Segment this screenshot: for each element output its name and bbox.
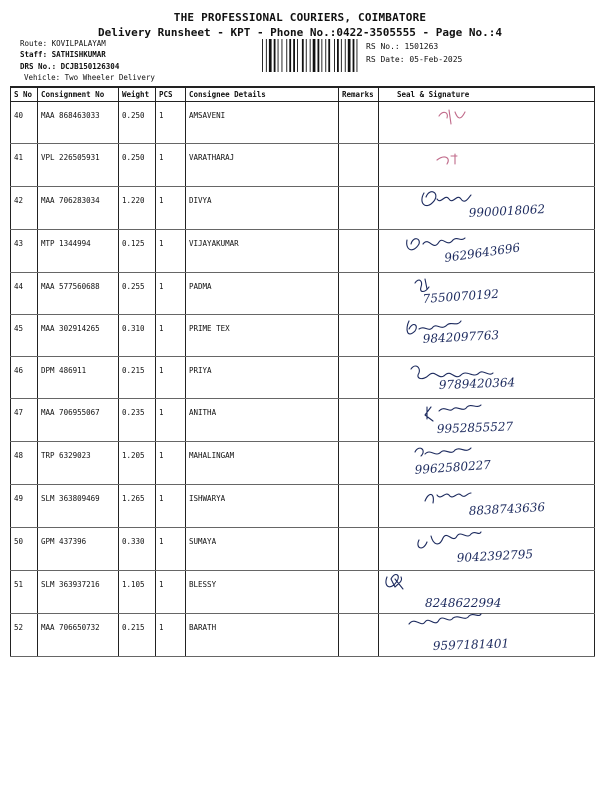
drs-text: DRS No.: DCJB150126304 [20, 62, 120, 71]
table-row [11, 187, 595, 230]
signature-scribble [379, 230, 595, 272]
row-sno: 52 [11, 614, 38, 657]
signature-phone-number: 8248622994 [425, 596, 502, 610]
table-row [11, 230, 595, 273]
signature-scribble [379, 485, 595, 527]
row-weight: 0.250 [119, 144, 156, 187]
row-signature [379, 273, 595, 315]
signature-phone-number: 9900018062 [468, 202, 546, 220]
table-row [11, 528, 595, 571]
runsheet-table [10, 86, 595, 657]
rs-date: RS Date: 05-Feb-2025 [366, 55, 463, 64]
signature-stroke [425, 493, 471, 503]
row-consignee: VARATHARAJ [186, 144, 339, 187]
col-header-signature: Seal & Signature [379, 87, 595, 102]
row-weight: 1.205 [119, 442, 156, 485]
table-row [11, 273, 595, 315]
row-pcs: 1 [156, 485, 186, 528]
signature-stroke [415, 448, 471, 456]
row-pcs: 1 [156, 357, 186, 399]
row-consignment-no: MAA 302914265 [38, 315, 119, 357]
signature-stroke [437, 154, 457, 164]
signature-scribble [379, 357, 595, 397]
row-sno: 42 [11, 187, 38, 230]
row-pcs: 1 [156, 187, 186, 230]
signature-scribble [379, 102, 595, 142]
row-remarks [339, 357, 379, 399]
row-consignment-no: VPL 226505931 [38, 144, 119, 187]
signature-phone-number: 8838743636 [468, 500, 546, 518]
table-row [11, 614, 595, 657]
signature-stroke [415, 279, 429, 292]
signature-phone-number: 9962580227 [414, 457, 492, 477]
row-signature [379, 315, 595, 357]
row-remarks [339, 571, 379, 614]
row-consignment-no: MAA 706650732 [38, 614, 119, 657]
col-header-consignee: Consignee Details [186, 87, 339, 102]
route-text: Route: KOVILPALAYAM [20, 39, 106, 48]
staff-text: Staff: SATHISHKUMAR [20, 50, 106, 59]
row-weight: 1.220 [119, 187, 156, 230]
signature-stroke [418, 532, 481, 548]
row-signature [379, 102, 595, 144]
signature-scribble [379, 399, 595, 441]
row-consignee: MAHALINGAM [186, 442, 339, 485]
row-remarks [339, 485, 379, 528]
row-signature [379, 187, 595, 230]
row-signature [379, 357, 595, 399]
row-pcs: 1 [156, 144, 186, 187]
row-sno: 50 [11, 528, 38, 571]
row-consignee: PADMA [186, 273, 339, 315]
row-weight: 0.330 [119, 528, 156, 571]
signature-phone-number: 9789420364 [438, 375, 516, 392]
signature-phone-number: 7550070192 [422, 286, 500, 306]
row-consignment-no: MAA 706955067 [38, 399, 119, 442]
table-row [11, 485, 595, 528]
company-title: THE PROFESSIONAL COURIERS, COIMBATORE [173, 11, 427, 24]
signature-phone-number: 9597181401 [432, 636, 510, 653]
row-sno: 46 [11, 357, 38, 399]
signature-scribble [379, 528, 595, 570]
row-pcs: 1 [156, 230, 186, 273]
row-consignee: ISHWARYA [186, 485, 339, 528]
row-weight: 0.235 [119, 399, 156, 442]
signature-scribble [379, 315, 595, 355]
row-sno: 40 [11, 102, 38, 144]
signature-scribble [379, 273, 595, 313]
row-sno: 47 [11, 399, 38, 442]
signature-phone-number: 9952855527 [436, 419, 514, 436]
row-consignment-no: MAA 868463033 [38, 102, 119, 144]
runsheet-subtitle: Delivery Runsheet - KPT - Phone No.:0422-3505555 - Page No.:4 [98, 26, 502, 39]
row-weight: 0.310 [119, 315, 156, 357]
table-row [11, 144, 595, 187]
row-consignment-no: MAA 706283034 [38, 187, 119, 230]
row-pcs: 1 [156, 315, 186, 357]
barcode-image [262, 39, 358, 72]
row-weight: 1.265 [119, 485, 156, 528]
signature-phone-number: 9842097763 [422, 328, 500, 346]
row-consignment-no: SLM 363809469 [38, 485, 119, 528]
row-consignee: ANITHA [186, 399, 339, 442]
col-header-weight: Weight [119, 87, 156, 102]
row-sno: 41 [11, 144, 38, 187]
row-consignment-no: MAA 577560688 [38, 273, 119, 315]
row-remarks [339, 144, 379, 187]
row-signature [379, 528, 595, 571]
table-row [11, 315, 595, 357]
row-weight: 0.255 [119, 273, 156, 315]
col-header-pcs: PCS [156, 87, 186, 102]
row-consignment-no: GPM 437396 [38, 528, 119, 571]
row-pcs: 1 [156, 102, 186, 144]
row-remarks [339, 315, 379, 357]
table-row [11, 571, 595, 614]
row-remarks [339, 614, 379, 657]
row-signature [379, 614, 595, 657]
row-consignee: BARATH [186, 614, 339, 657]
row-consignee: PRIME TEX [186, 315, 339, 357]
row-signature [379, 399, 595, 442]
row-signature [379, 230, 595, 273]
col-header-sno: S No [11, 87, 38, 102]
row-consignee: AMSAVENI [186, 102, 339, 144]
row-remarks [339, 230, 379, 273]
row-weight: 0.215 [119, 614, 156, 657]
signature-scribble [379, 571, 595, 613]
row-pcs: 1 [156, 614, 186, 657]
row-signature [379, 485, 595, 528]
row-remarks [339, 273, 379, 315]
rs-number: RS No.: 1501263 [366, 42, 439, 51]
row-sno: 48 [11, 442, 38, 485]
row-weight: 0.250 [119, 102, 156, 144]
signature-stroke [425, 405, 481, 421]
row-remarks [339, 102, 379, 144]
row-sno: 49 [11, 485, 38, 528]
row-consignee: PRIYA [186, 357, 339, 399]
row-consignment-no: SLM 363937216 [38, 571, 119, 614]
row-weight: 0.215 [119, 357, 156, 399]
row-consignment-no: TRP 6329023 [38, 442, 119, 485]
row-consignee: BLESSY [186, 571, 339, 614]
signature-stroke [386, 575, 403, 589]
row-weight: 1.105 [119, 571, 156, 614]
signature-stroke [409, 614, 481, 624]
row-pcs: 1 [156, 273, 186, 315]
vehicle-text: Vehicle: Two Wheeler Delivery [24, 73, 155, 82]
signature-scribble [379, 614, 595, 656]
table-row [11, 102, 595, 144]
row-pcs: 1 [156, 571, 186, 614]
row-sno: 43 [11, 230, 38, 273]
table-row [11, 357, 595, 399]
signature-scribble [379, 144, 595, 186]
signature-stroke [422, 192, 471, 206]
signature-stroke [439, 110, 465, 124]
row-sno: 45 [11, 315, 38, 357]
row-signature [379, 144, 595, 187]
row-pcs: 1 [156, 442, 186, 485]
row-pcs: 1 [156, 528, 186, 571]
table-row [11, 442, 595, 485]
row-signature [379, 571, 595, 614]
row-remarks [339, 187, 379, 230]
signature-phone-number: 9629643696 [443, 240, 522, 265]
table-row [11, 399, 595, 442]
signature-scribble [379, 187, 595, 229]
signature-phone-number: 9042392795 [456, 547, 534, 565]
row-consignee: DIVYA [186, 187, 339, 230]
row-consignee: VIJAYAKUMAR [186, 230, 339, 273]
row-remarks [339, 442, 379, 485]
row-sno: 51 [11, 571, 38, 614]
row-remarks [339, 399, 379, 442]
col-header-consignment: Consignment No [38, 87, 119, 102]
table-header-row [11, 87, 595, 102]
row-sno: 44 [11, 273, 38, 315]
row-signature [379, 442, 595, 485]
row-consignment-no: DPM 486911 [38, 357, 119, 399]
row-consignee: SUMAYA [186, 528, 339, 571]
row-remarks [339, 528, 379, 571]
signature-stroke [407, 238, 465, 250]
row-consignment-no: MTP 1344994 [38, 230, 119, 273]
row-pcs: 1 [156, 399, 186, 442]
col-header-remarks: Remarks [339, 87, 379, 102]
row-weight: 0.125 [119, 230, 156, 273]
signature-scribble [379, 442, 595, 484]
